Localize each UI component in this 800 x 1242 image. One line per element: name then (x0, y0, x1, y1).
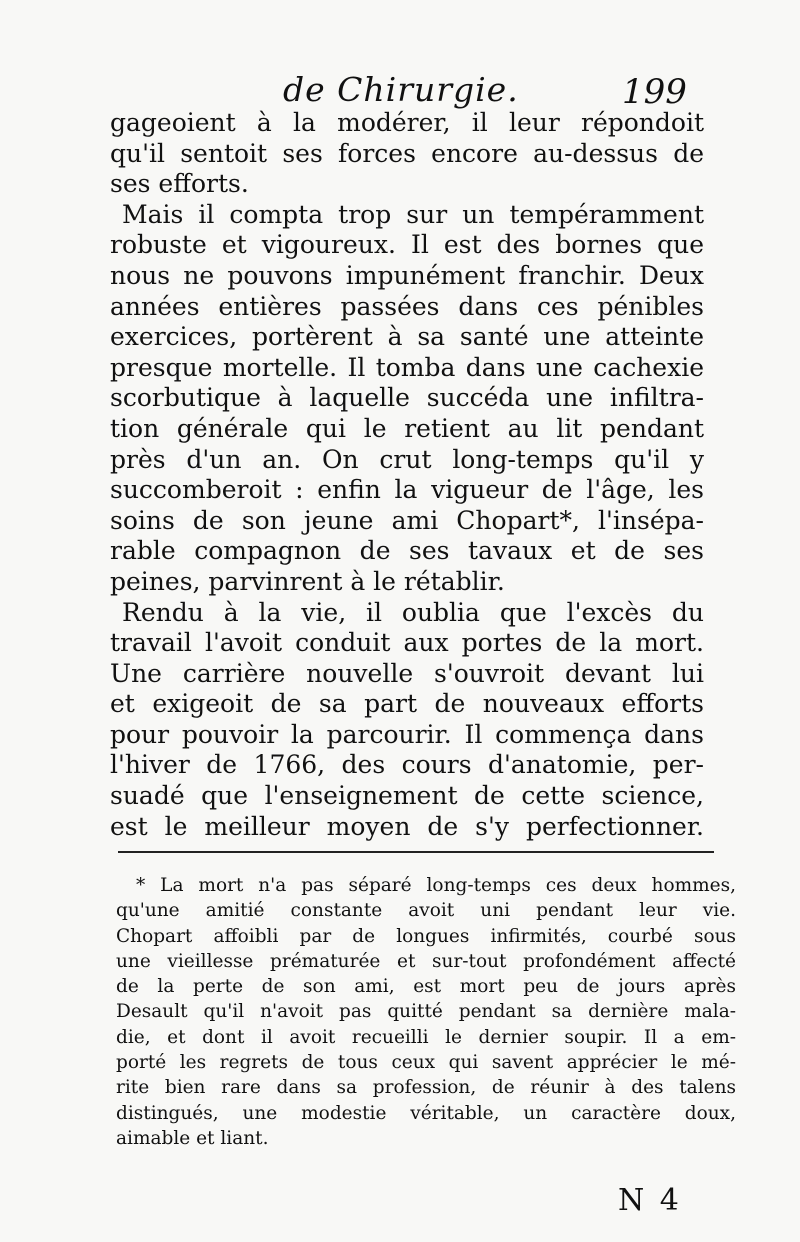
footnote-divider (118, 851, 714, 853)
footnote (116, 873, 736, 1151)
footnote-line: qu'une amitié constante avoit uni pendant leur vie. (116, 900, 736, 922)
text-line: peines, parvinrent à le rétablir. (110, 566, 505, 596)
text-line: nous ne pouvons impunément franchir. Deux (110, 260, 704, 290)
paragraph-start-line: Mais il compta trop sur un tempéramment (122, 199, 704, 229)
running-title: de Chirurgie. (283, 70, 519, 109)
footnote-line: die, et dont il avoit recueilli le dernier soupir. Il a em- (116, 1026, 736, 1048)
text-line: et exigeoit de sa part de nouveaux efforts (110, 689, 704, 719)
text-line: presque mortelle. Il tomba dans une cachexie (110, 352, 704, 382)
footnote-line: de la perte de son ami, est mort peu de jours après (116, 976, 736, 998)
text-line: années entières passées dans ces pénibles (110, 291, 704, 321)
text-line: Une carrière nouvelle s'ouvroit devant lui (110, 658, 704, 688)
footnote-line: Chopart affoibli par de longues infirmités, courbé sous (116, 925, 736, 947)
footnote-line: Desault qu'il n'avoit pas quitté pendant sa dernière mala- (116, 1001, 736, 1023)
text-line: l'hiver de 1766, des cours d'anatomie, per- (110, 750, 704, 780)
text-line: est le meilleur moyen de s'y perfectionner. (110, 811, 704, 841)
footnote-line: * La mort n'a pas séparé long-temps ces deux hommes, (136, 875, 736, 896)
page-number: 199 (622, 72, 687, 112)
text-line: qu'il sentoit ses forces encore au-dessus de (110, 138, 704, 168)
paragraph-start-line: Rendu à la vie, il oublia que l'excès du (122, 597, 704, 627)
text-line: tion générale qui le retient au lit pendant (110, 413, 704, 443)
text-line: ses efforts. (110, 169, 249, 199)
text-line: suadé que l'enseignement de cette science, (110, 781, 704, 811)
text-line: soins de son jeune ami Chopart*, l'insépa- (110, 505, 704, 535)
text-line: gageoient à la modérer, il leur répondoit (110, 108, 704, 137)
footnote-line: aimable et liant. (116, 1127, 269, 1149)
text-line: travail l'avoit conduit aux portes de la mort. (110, 628, 704, 658)
text-line: robuste et vigoureux. Il est des bornes que (110, 230, 704, 260)
footnote-line: porté les regrets de tous ceux qui savent apprécier le mé- (116, 1052, 736, 1074)
text-line: pour pouvoir la parcourir. Il commença dans (110, 719, 704, 749)
signature-mark: N 4 (618, 1183, 682, 1218)
footnote-line: distingués, une modestie véritable, un caractère doux, (116, 1102, 736, 1124)
text-line: près d'un an. On crut long-temps qu'il y (110, 444, 704, 474)
text-line: succomberoit : enfin la vigueur de l'âge, les (110, 475, 704, 505)
text-line: rable compagnon de ses tavaux et de ses (110, 536, 704, 566)
text-line: scorbutique à laquelle succéda une infiltra- (110, 383, 704, 413)
footnote-line: rite bien rare dans sa profession, de réunir à des talens (116, 1077, 736, 1099)
text-line: exercices, portèrent à sa santé une atteinte (110, 322, 704, 352)
footnote-line: une vieillesse prématurée et sur-tout profondément affecté (116, 950, 736, 972)
body-text (110, 108, 704, 842)
